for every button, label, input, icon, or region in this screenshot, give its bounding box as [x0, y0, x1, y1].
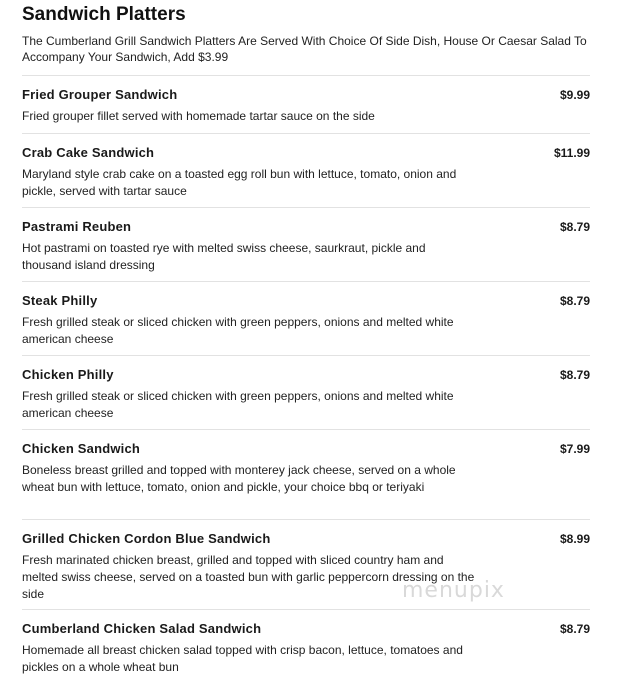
menu-item-description: Homemade all breast chicken salad topped with crisp bacon, lettuce, tomatoes and pickles on a whole wheat bun	[22, 643, 463, 674]
menu-item-header	[22, 208, 590, 235]
menu-item	[22, 429, 590, 519]
menu-item-header	[22, 520, 590, 547]
menu-item-header	[22, 134, 590, 161]
menu-item-name: Pastrami Reuben	[22, 219, 132, 234]
menu-item	[22, 609, 590, 676]
section-title: Sandwich Platters	[22, 4, 186, 25]
menu-item	[22, 207, 590, 281]
menu-item-name: Cumberland Chicken Salad Sandwich	[22, 621, 262, 636]
menu-item	[22, 75, 590, 133]
menu-item-price: $7.99	[559, 442, 590, 456]
menu-item-name: Chicken Sandwich	[22, 441, 141, 456]
menu-item-price: $8.79	[559, 294, 590, 308]
menu-item-name: Chicken Philly	[22, 367, 114, 382]
menu-item-header	[22, 76, 590, 103]
menu-item-price: $8.99	[559, 532, 590, 546]
menu-item-price: $8.79	[559, 368, 590, 382]
menu-item-name: Crab Cake Sandwich	[22, 145, 155, 160]
menu-item-name: Fried Grouper Sandwich	[22, 87, 178, 102]
menu-item-description: Fresh grilled steak or sliced chicken with green peppers, onions and melted white american cheese	[22, 315, 454, 346]
menu-item-price: $8.79	[559, 220, 590, 234]
menu-item-name: Grilled Chicken Cordon Blue Sandwich	[22, 531, 271, 546]
menu-section	[22, 0, 590, 676]
menu-item-header	[22, 282, 590, 309]
menu-item-price: $9.99	[559, 88, 590, 102]
menu-item-price: $8.79	[559, 622, 590, 636]
menu-item-description: Boneless breast grilled and topped with monterey jack cheese, served on a whole wheat bun with lettuce, tomato, onion and pickle, your choice bbq or teriyaki	[22, 463, 456, 494]
menu-item-description: Maryland style crab cake on a toasted egg roll bun with lettuce, tomato, onion and pickle, served with tartar sauce	[22, 167, 457, 198]
menu-item	[22, 281, 590, 355]
menu-item-description: Fried grouper fillet served with homemade tartar sauce on the side	[22, 109, 375, 123]
menu-item-header	[22, 356, 590, 383]
menu-item-header	[22, 430, 590, 457]
menu-item	[22, 355, 590, 429]
spacer	[22, 65, 590, 75]
menu-item-description: Fresh grilled steak or sliced chicken with green peppers, onions and melted white american cheese	[22, 389, 454, 420]
menu-item-name: Steak Philly	[22, 293, 98, 308]
menu-item-description: Hot pastrami on toasted rye with melted swiss cheese, saurkraut, pickle and thousand island dressing	[22, 241, 426, 272]
menu-item-price: $11.99	[553, 146, 590, 160]
menu-item-description: Fresh marinated chicken breast, grilled and topped with sliced country ham and melted swiss cheese, served on a toasted bun with garlic peppercorn dressing on the side	[22, 553, 475, 601]
section-description: The Cumberland Grill Sandwich Platters Are Served With Choice Of Side Dish, House Or Caesar Salad To Accompany Your Sandwich, Add $3.99	[22, 34, 587, 64]
menupix-watermark: menupix	[402, 578, 505, 603]
menu-item-header	[22, 610, 590, 637]
menu-item	[22, 133, 590, 207]
